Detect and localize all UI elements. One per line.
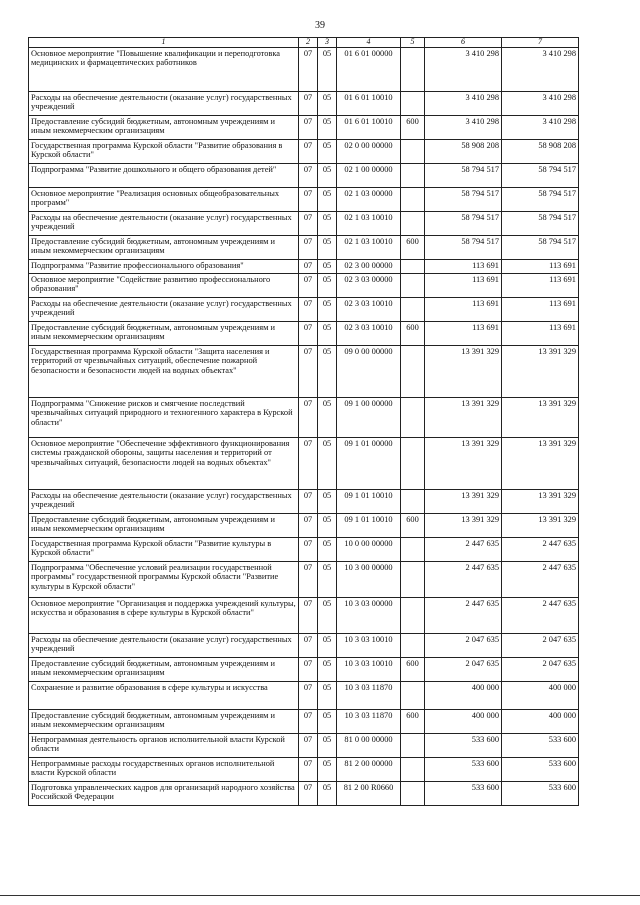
- amount-cell: 400 000: [425, 709, 502, 733]
- item-name-cell: Расходы на обеспечение деятельности (оказание услуг) государственных учреждений: [29, 297, 299, 321]
- target-article-cell: 02 3 00 00000: [337, 259, 401, 273]
- item-name-cell: Подпрограмма "Развитие профессионального образования": [29, 259, 299, 273]
- target-article-cell: 10 3 03 11870: [337, 709, 401, 733]
- item-name-cell: Расходы на обеспечение деятельности (оказание услуг) государственных учреждений: [29, 211, 299, 235]
- target-article-cell: 02 1 03 10010: [337, 211, 401, 235]
- target-article-cell: 10 3 03 10010: [337, 657, 401, 681]
- amount-cell: 2 447 635: [502, 561, 579, 597]
- table-row: [29, 273, 579, 297]
- amount-cell: 533 600: [425, 733, 502, 757]
- target-article-cell: 02 3 03 10010: [337, 321, 401, 345]
- amount-cell: 13 391 329: [425, 437, 502, 489]
- subsection-code-cell: 05: [318, 561, 337, 597]
- subsection-code-cell: 05: [318, 115, 337, 139]
- amount-cell: 2 047 635: [425, 657, 502, 681]
- subsection-code-cell: 05: [318, 681, 337, 709]
- amount-cell: 58 794 517: [502, 163, 579, 187]
- subsection-code-cell: 05: [318, 733, 337, 757]
- item-name-cell: Предоставление субсидий бюджетным, автономным учреждениям и иным некоммерческим организациям: [29, 513, 299, 537]
- item-name-cell: Государственная программа Курской области "Развитие образования в Курской области": [29, 139, 299, 163]
- subsection-code-cell: 05: [318, 273, 337, 297]
- item-name-cell: Основное мероприятие "Реализация основных общеобразовательных программ": [29, 187, 299, 211]
- item-name-cell: Государственная программа Курской области "Развитие культуры в Курской области": [29, 537, 299, 561]
- amount-cell: 113 691: [425, 297, 502, 321]
- page-bottom-rule: [0, 895, 640, 896]
- subsection-code-cell: 05: [318, 321, 337, 345]
- section-code-cell: 07: [299, 259, 318, 273]
- table-header-row: [29, 38, 579, 48]
- subsection-code-cell: 05: [318, 709, 337, 733]
- subsection-code-cell: 05: [318, 163, 337, 187]
- subsection-code-cell: 05: [318, 345, 337, 397]
- table-row: [29, 561, 579, 597]
- amount-cell: 3 410 298: [502, 47, 579, 91]
- section-code-cell: 07: [299, 537, 318, 561]
- amount-cell: 58 794 517: [425, 211, 502, 235]
- table-row: [29, 397, 579, 437]
- item-name-cell: Государственная программа Курской области "Защита населения и территорий от чрезвычайных ситуаций, обеспечение пожарной безопасности и безопасности людей на водных объектах": [29, 345, 299, 397]
- amount-cell: 400 000: [425, 681, 502, 709]
- target-article-cell: 09 1 01 10010: [337, 489, 401, 513]
- section-code-cell: 07: [299, 91, 318, 115]
- item-name-cell: Предоставление субсидий бюджетным, автономным учреждениям и иным некоммерческим организациям: [29, 709, 299, 733]
- section-code-cell: 07: [299, 115, 318, 139]
- expense-type-cell: 600: [401, 513, 425, 537]
- amount-cell: 3 410 298: [502, 91, 579, 115]
- subsection-code-cell: 05: [318, 47, 337, 91]
- table-row: [29, 733, 579, 757]
- amount-cell: 113 691: [502, 273, 579, 297]
- expense-type-cell: [401, 489, 425, 513]
- expense-type-cell: 600: [401, 235, 425, 259]
- item-name-cell: Основное мероприятие "Организация и поддержка учреждений культуры, искусства и образования в сфере культуры в Курской области": [29, 597, 299, 633]
- section-code-cell: 07: [299, 709, 318, 733]
- subsection-code-cell: 05: [318, 211, 337, 235]
- column-header: 3: [318, 38, 337, 48]
- subsection-code-cell: 05: [318, 187, 337, 211]
- target-article-cell: 09 1 01 00000: [337, 437, 401, 489]
- section-code-cell: 07: [299, 297, 318, 321]
- table-row: [29, 489, 579, 513]
- section-code-cell: 07: [299, 757, 318, 781]
- expense-type-cell: [401, 397, 425, 437]
- section-code-cell: 07: [299, 781, 318, 805]
- table-row: [29, 47, 579, 91]
- amount-cell: 2 447 635: [425, 597, 502, 633]
- amount-cell: 13 391 329: [425, 489, 502, 513]
- amount-cell: 533 600: [502, 781, 579, 805]
- amount-cell: 113 691: [502, 321, 579, 345]
- expense-type-cell: [401, 781, 425, 805]
- table-row: [29, 709, 579, 733]
- section-code-cell: 07: [299, 345, 318, 397]
- expense-type-cell: [401, 297, 425, 321]
- expense-type-cell: 600: [401, 657, 425, 681]
- table-row: [29, 139, 579, 163]
- column-header: 2: [299, 38, 318, 48]
- item-name-cell: Непрограммная деятельность органов исполнительной власти Курской области: [29, 733, 299, 757]
- amount-cell: 113 691: [425, 259, 502, 273]
- amount-cell: 533 600: [502, 757, 579, 781]
- target-article-cell: 01 6 01 10010: [337, 91, 401, 115]
- section-code-cell: 07: [299, 597, 318, 633]
- expense-type-cell: [401, 187, 425, 211]
- amount-cell: 113 691: [502, 259, 579, 273]
- subsection-code-cell: 05: [318, 513, 337, 537]
- amount-cell: 2 047 635: [425, 633, 502, 657]
- item-name-cell: Основное мероприятие "Обеспечение эффективного функционирования системы гражданской обороны, защиты населения и территорий от чрезвычайных ситуаций, безопасности людей на водных объектах": [29, 437, 299, 489]
- item-name-cell: Подготовка управленческих кадров для организаций народного хозяйства Российской Федерации: [29, 781, 299, 805]
- subsection-code-cell: 05: [318, 537, 337, 561]
- page-number: 39: [315, 20, 325, 31]
- amount-cell: 13 391 329: [502, 345, 579, 397]
- section-code-cell: 07: [299, 163, 318, 187]
- item-name-cell: Подпрограмма "Развитие дошкольного и общего образования детей": [29, 163, 299, 187]
- table-row: [29, 633, 579, 657]
- amount-cell: 533 600: [425, 757, 502, 781]
- subsection-code-cell: 05: [318, 139, 337, 163]
- expense-type-cell: [401, 757, 425, 781]
- section-code-cell: 07: [299, 513, 318, 537]
- item-name-cell: Сохранение и развитие образования в сфере культуры и искусства: [29, 681, 299, 709]
- amount-cell: 58 794 517: [425, 163, 502, 187]
- section-code-cell: 07: [299, 235, 318, 259]
- expense-type-cell: [401, 139, 425, 163]
- target-article-cell: 01 6 01 10010: [337, 115, 401, 139]
- table-row: [29, 211, 579, 235]
- target-article-cell: 09 1 00 00000: [337, 397, 401, 437]
- table-row: [29, 757, 579, 781]
- column-header: 5: [401, 38, 425, 48]
- expense-type-cell: [401, 597, 425, 633]
- target-article-cell: 81 2 00 00000: [337, 757, 401, 781]
- target-article-cell: 10 0 00 00000: [337, 537, 401, 561]
- table-row: [29, 345, 579, 397]
- section-code-cell: 07: [299, 489, 318, 513]
- table-row: [29, 657, 579, 681]
- expense-type-cell: [401, 733, 425, 757]
- column-header: 7: [502, 38, 579, 48]
- amount-cell: 58 908 208: [425, 139, 502, 163]
- amount-cell: 400 000: [502, 709, 579, 733]
- amount-cell: 3 410 298: [425, 47, 502, 91]
- target-article-cell: 10 3 03 10010: [337, 633, 401, 657]
- expense-type-cell: [401, 47, 425, 91]
- subsection-code-cell: 05: [318, 489, 337, 513]
- table-row: [29, 537, 579, 561]
- subsection-code-cell: 05: [318, 757, 337, 781]
- subsection-code-cell: 05: [318, 397, 337, 437]
- item-name-cell: Расходы на обеспечение деятельности (оказание услуг) государственных учреждений: [29, 489, 299, 513]
- table-row: [29, 297, 579, 321]
- amount-cell: 2 047 635: [502, 633, 579, 657]
- section-code-cell: 07: [299, 437, 318, 489]
- amount-cell: 13 391 329: [425, 397, 502, 437]
- expense-type-cell: [401, 211, 425, 235]
- subsection-code-cell: 05: [318, 235, 337, 259]
- subsection-code-cell: 05: [318, 633, 337, 657]
- amount-cell: 58 908 208: [502, 139, 579, 163]
- section-code-cell: 07: [299, 273, 318, 297]
- amount-cell: 113 691: [502, 297, 579, 321]
- amount-cell: 3 410 298: [425, 91, 502, 115]
- expense-type-cell: [401, 163, 425, 187]
- amount-cell: 2 047 635: [502, 657, 579, 681]
- target-article-cell: 10 3 03 11870: [337, 681, 401, 709]
- amount-cell: 533 600: [425, 781, 502, 805]
- table-row: [29, 681, 579, 709]
- item-name-cell: Предоставление субсидий бюджетным, автономным учреждениям и иным некоммерческим организациям: [29, 657, 299, 681]
- table-row: [29, 259, 579, 273]
- amount-cell: 13 391 329: [425, 345, 502, 397]
- amount-cell: 3 410 298: [425, 115, 502, 139]
- table-row: [29, 597, 579, 633]
- section-code-cell: 07: [299, 321, 318, 345]
- section-code-cell: 07: [299, 733, 318, 757]
- item-name-cell: Предоставление субсидий бюджетным, автономным учреждениям и иным некоммерческим организациям: [29, 235, 299, 259]
- target-article-cell: 02 0 00 00000: [337, 139, 401, 163]
- expense-type-cell: [401, 681, 425, 709]
- expense-type-cell: [401, 273, 425, 297]
- item-name-cell: Расходы на обеспечение деятельности (оказание услуг) государственных учреждений: [29, 91, 299, 115]
- target-article-cell: 02 1 03 10010: [337, 235, 401, 259]
- expense-type-cell: [401, 537, 425, 561]
- amount-cell: 58 794 517: [425, 235, 502, 259]
- amount-cell: 13 391 329: [502, 437, 579, 489]
- amount-cell: 2 447 635: [425, 561, 502, 597]
- item-name-cell: Основное мероприятие "Содействие развитию профессионального образования": [29, 273, 299, 297]
- subsection-code-cell: 05: [318, 297, 337, 321]
- subsection-code-cell: 05: [318, 657, 337, 681]
- target-article-cell: 10 3 03 00000: [337, 597, 401, 633]
- amount-cell: 13 391 329: [502, 397, 579, 437]
- amount-cell: 58 794 517: [502, 211, 579, 235]
- target-article-cell: 81 0 00 00000: [337, 733, 401, 757]
- section-code-cell: 07: [299, 139, 318, 163]
- item-name-cell: Предоставление субсидий бюджетным, автономным учреждениям и иным некоммерческим организациям: [29, 115, 299, 139]
- subsection-code-cell: 05: [318, 259, 337, 273]
- item-name-cell: Подпрограмма "Обеспечение условий реализации государственной программы" государственной программы Курской области "Развитие культуры в Курской области": [29, 561, 299, 597]
- target-article-cell: 09 0 00 00000: [337, 345, 401, 397]
- target-article-cell: 01 6 01 00000: [337, 47, 401, 91]
- table-row: [29, 91, 579, 115]
- amount-cell: 2 447 635: [502, 537, 579, 561]
- column-header: 1: [29, 38, 299, 48]
- table-row: [29, 235, 579, 259]
- target-article-cell: 02 3 03 10010: [337, 297, 401, 321]
- table-row: [29, 437, 579, 489]
- section-code-cell: 07: [299, 561, 318, 597]
- section-code-cell: 07: [299, 211, 318, 235]
- amount-cell: 13 391 329: [425, 513, 502, 537]
- amount-cell: 113 691: [425, 321, 502, 345]
- item-name-cell: Расходы на обеспечение деятельности (оказание услуг) государственных учреждений: [29, 633, 299, 657]
- column-header: 6: [425, 38, 502, 48]
- target-article-cell: 09 1 01 10010: [337, 513, 401, 537]
- target-article-cell: 02 1 03 00000: [337, 187, 401, 211]
- amount-cell: 58 794 517: [425, 187, 502, 211]
- amount-cell: 13 391 329: [502, 513, 579, 537]
- subsection-code-cell: 05: [318, 597, 337, 633]
- section-code-cell: 07: [299, 47, 318, 91]
- amount-cell: 13 391 329: [502, 489, 579, 513]
- expense-type-cell: [401, 633, 425, 657]
- subsection-code-cell: 05: [318, 781, 337, 805]
- section-code-cell: 07: [299, 187, 318, 211]
- amount-cell: 58 794 517: [502, 187, 579, 211]
- item-name-cell: Предоставление субсидий бюджетным, автономным учреждениям и иным некоммерческим организациям: [29, 321, 299, 345]
- target-article-cell: 02 3 03 00000: [337, 273, 401, 297]
- expense-type-cell: [401, 561, 425, 597]
- target-article-cell: 81 2 00 R0660: [337, 781, 401, 805]
- item-name-cell: Непрограммные расходы государственных органов исполнительной власти Курской области: [29, 757, 299, 781]
- section-code-cell: 07: [299, 633, 318, 657]
- amount-cell: 3 410 298: [502, 115, 579, 139]
- target-article-cell: 10 3 00 00000: [337, 561, 401, 597]
- table-body: [29, 47, 579, 805]
- amount-cell: 113 691: [425, 273, 502, 297]
- target-article-cell: 02 1 00 00000: [337, 163, 401, 187]
- table-row: [29, 781, 579, 805]
- section-code-cell: 07: [299, 681, 318, 709]
- amount-cell: 58 794 517: [502, 235, 579, 259]
- table-row: [29, 321, 579, 345]
- amount-cell: 533 600: [502, 733, 579, 757]
- table-row: [29, 115, 579, 139]
- expense-type-cell: [401, 91, 425, 115]
- column-header: 4: [337, 38, 401, 48]
- expense-type-cell: 600: [401, 321, 425, 345]
- table-row: [29, 513, 579, 537]
- amount-cell: 400 000: [502, 681, 579, 709]
- budget-table: [28, 37, 579, 806]
- item-name-cell: Подпрограмма "Снижение рисков и смягчение последствий чрезвычайных ситуаций природного и техногенного характера в Курской области": [29, 397, 299, 437]
- expense-type-cell: 600: [401, 709, 425, 733]
- table-row: [29, 163, 579, 187]
- expense-type-cell: [401, 345, 425, 397]
- section-code-cell: 07: [299, 397, 318, 437]
- expense-type-cell: [401, 437, 425, 489]
- item-name-cell: Основное мероприятие "Повышение квалификации и переподготовка медицинских и фармацевтических работников: [29, 47, 299, 91]
- subsection-code-cell: 05: [318, 91, 337, 115]
- expense-type-cell: [401, 259, 425, 273]
- table-row: [29, 187, 579, 211]
- subsection-code-cell: 05: [318, 437, 337, 489]
- section-code-cell: 07: [299, 657, 318, 681]
- expense-type-cell: 600: [401, 115, 425, 139]
- amount-cell: 2 447 635: [502, 597, 579, 633]
- amount-cell: 2 447 635: [425, 537, 502, 561]
